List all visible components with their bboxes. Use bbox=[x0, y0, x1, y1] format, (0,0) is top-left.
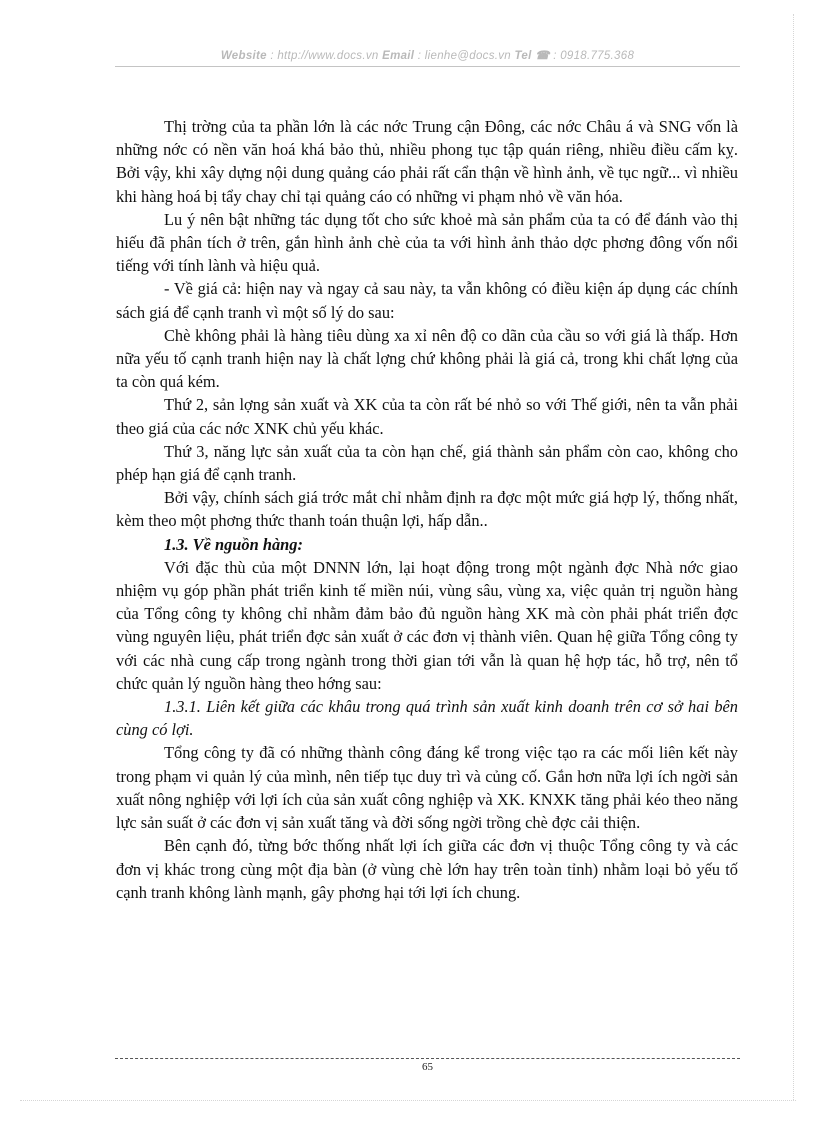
phone-icon: ☎ bbox=[535, 50, 550, 62]
email-value: : lienhe@docs.vn bbox=[414, 50, 515, 62]
paragraph: Bởi vậy, chính sách giá trớc mắt chỉ nhằm định ra đợc một mức giá hợp lý, thống nhất, kèm theo một phơng thức thanh toán thuận lợi, hấp dẫn.. bbox=[116, 488, 738, 531]
paragraph: Tổng công ty đã có những thành công đáng kể trong việc tạo ra các mối liên kết này trong phạm vi quản lý của mình, nên tiếp tục duy trì và củng cố. Gắn hơn nữa lợi ích ngời sản xuất nông nghiệp với lợi ích của sản xuất công nghiệp và XK. KNXK tăng phải kéo theo năng lực sản suất ở các đơn vị sản xuất tăng và đời sống ngời trồng chè đợc cải thiện. bbox=[116, 743, 738, 833]
website-label: Website bbox=[220, 50, 267, 62]
paragraph: Bên cạnh đó, từng bớc thống nhất lợi ích giữa các đơn vị thuộc Tổng công ty và các đơn vị khác trong cùng một địa bàn (ở vùng chè lớn hay trên toàn tỉnh) nhằm loại bỏ yếu tố cạnh tranh không lành mạnh, gây phơng hại tới lợi ích chung. bbox=[116, 836, 738, 902]
section-heading: 1.3. Về nguồn hàng: bbox=[164, 534, 303, 554]
page-number: 65 bbox=[422, 1061, 433, 1073]
document-body bbox=[116, 115, 738, 904]
email-label: Email bbox=[382, 50, 415, 62]
paragraph: Với đặc thù của một DNNN lớn, lại hoạt động trong một ngành đợc Nhà nớc giao nhiệm vụ góp phần phát triển kinh tế miền núi, vùng sâu, vùng xa, việc quản trị nguồn hàng của Tổng công ty không chỉ nhằm đảm bảo đủ nguồn hàng XK mà còn phải phát triển đợc vùng nguyên liệu, phát triển đợc sản xuất ở các đơn vị thành viên. Quan hệ giữa Tổng công ty với các nhà cung cấp trong ngành trong thời gian tới vẫn là quan hệ hợp tác, hỗ trợ, nên tổ chức quản lý nguồn hàng theo hớng sau: bbox=[116, 557, 738, 693]
subsection-heading: 1.3.1. Liên kết giữa các khâu trong quá trình sản xuất kinh doanh trên cơ sở hai bên cùng có lợi. bbox=[116, 697, 738, 740]
footer-rule bbox=[115, 1058, 740, 1059]
paragraph: - Về giá cả: hiện nay và ngay cả sau này, ta vẫn không có điều kiện áp dụng các chính sách giá để cạnh tranh vì một số lý do sau: bbox=[116, 279, 738, 322]
paragraph: Lu ý nên bật những tác dụng tốt cho sức khoẻ mà sản phẩm của ta có để đánh vào thị hiếu đã phân tích ở trên, gắn hình ảnh chè của ta với hình ảnh thảo dợc phơng đông vốn nổi tiếng với tính lành và hiệu quả. bbox=[116, 209, 738, 276]
paragraph: Thứ 2, sản lợng sản xuất và XK của ta còn rất bé nhỏ so với Thế giới, nên ta vẫn phải theo giá của các nớc XNK chủ yếu khác. bbox=[116, 395, 738, 438]
page-edge-bottom bbox=[20, 1100, 796, 1101]
website-value: : http://www.docs.vn bbox=[266, 50, 383, 62]
paragraph: Chè không phải là hàng tiêu dùng xa xỉ nên độ co dãn của cầu so với giá là thấp. Hơn nữa yếu tố cạnh tranh hiện nay là chất lợng chứ không phải là giá cả, trong khi chất lợng của ta còn quá kém. bbox=[116, 325, 738, 392]
paragraph: Thị trờng của ta phần lớn là các nớc Trung cận Đông, các nớc Châu á và SNG vốn là những nớc có nền văn hoá khá bảo thủ, nhiều phong tục tập quán riêng, nhiều điều cấm kỵ. Bởi vậy, khi xây dựng nội dung quảng cáo phải rất cẩn thận về hình ảnh, về tục ngữ... vì nhiều khi hàng hoá bị tẩy chay chỉ tại quảng cáo có những vi phạm nhỏ về văn hóa. bbox=[116, 117, 738, 206]
paragraph: Thứ 3, năng lực sản xuất của ta còn hạn chế, giá thành sản phẩm còn cao, không cho phép hạn giá để cạnh tranh. bbox=[116, 441, 738, 485]
tel-value: : 0918.775.368 bbox=[549, 50, 635, 62]
tel-label: Tel bbox=[514, 50, 532, 62]
page-header bbox=[115, 48, 740, 62]
header-rule bbox=[115, 66, 740, 67]
page-edge-right bbox=[793, 14, 794, 1100]
